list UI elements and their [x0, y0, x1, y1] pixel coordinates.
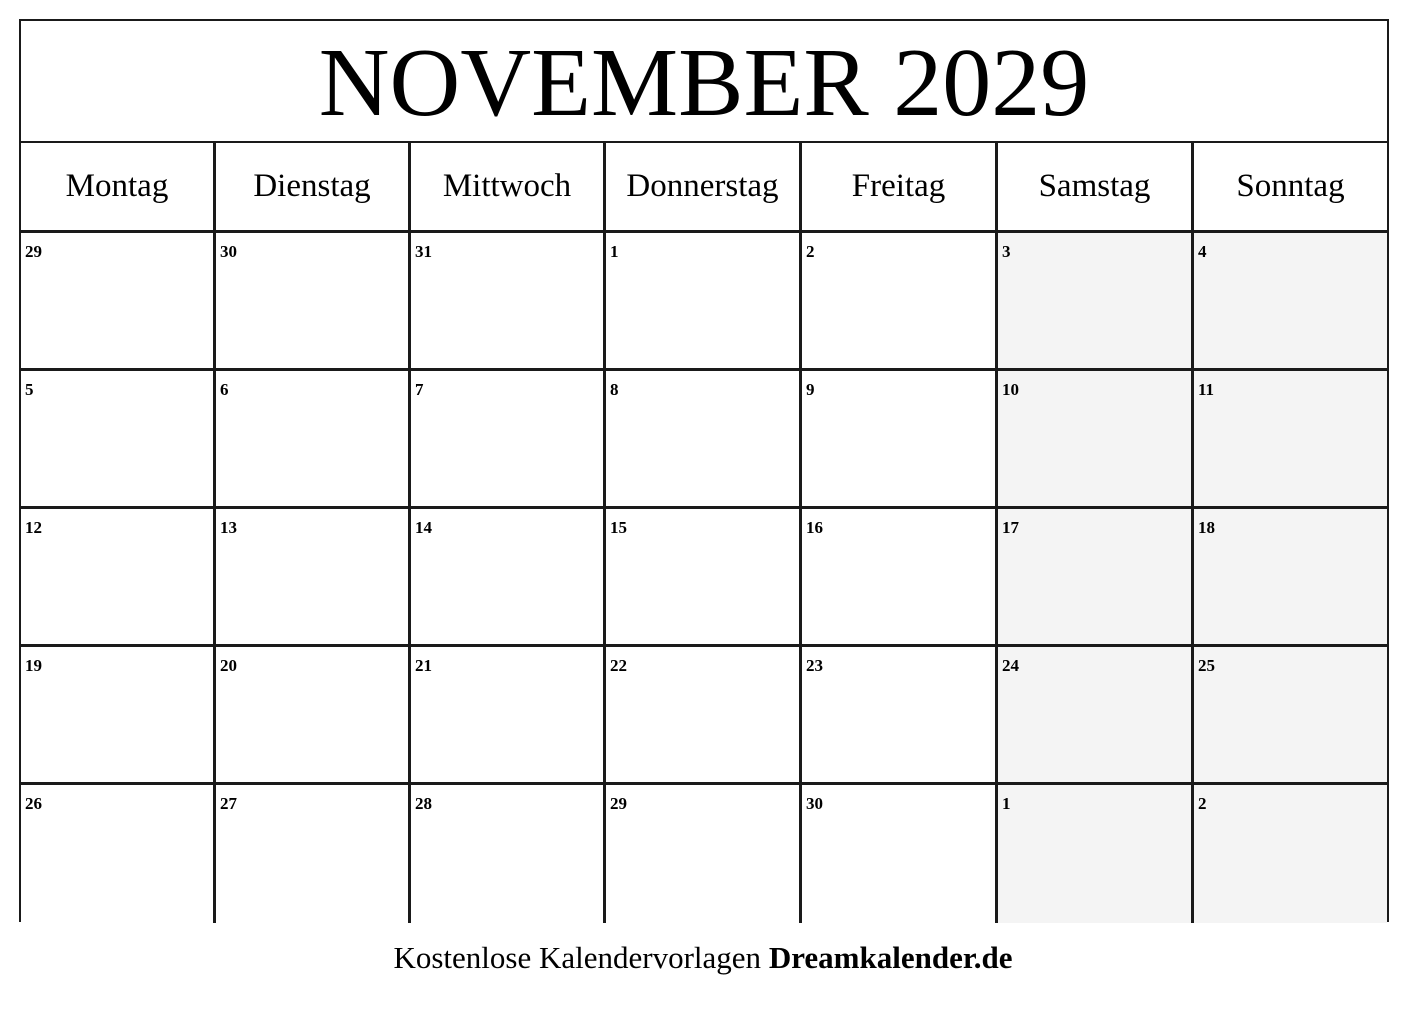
day-number: 21 [415, 656, 432, 675]
day-cell [606, 371, 802, 509]
day-number: 2 [806, 242, 815, 261]
day-cell [411, 647, 606, 785]
day-number: 4 [1198, 242, 1207, 261]
day-cell [21, 785, 216, 923]
day-cell [606, 233, 802, 371]
day-number: 29 [25, 242, 42, 261]
day-number: 25 [1198, 656, 1215, 675]
weekday-header: Sonntag [1194, 143, 1387, 233]
weekday-header: Mittwoch [411, 143, 606, 233]
day-cell [21, 647, 216, 785]
day-number: 2 [1198, 794, 1207, 813]
day-cell [21, 233, 216, 371]
weekday-header: Montag [21, 143, 216, 233]
day-number: 30 [220, 242, 237, 261]
day-number: 30 [806, 794, 823, 813]
day-number: 24 [1002, 656, 1019, 675]
day-number: 16 [806, 518, 823, 537]
day-number: 20 [220, 656, 237, 675]
day-cell [802, 233, 998, 371]
weekday-header: Dienstag [216, 143, 411, 233]
day-number: 6 [220, 380, 229, 399]
weekend-day-cell [998, 785, 1194, 923]
weekend-day-cell [1194, 785, 1387, 923]
day-cell [606, 785, 802, 923]
day-number: 1 [1002, 794, 1011, 813]
day-cell [802, 371, 998, 509]
day-number: 3 [1002, 242, 1011, 261]
day-cell [21, 371, 216, 509]
day-number: 31 [415, 242, 432, 261]
day-cell [802, 509, 998, 647]
day-number: 13 [220, 518, 237, 537]
day-number: 8 [610, 380, 619, 399]
day-number: 26 [25, 794, 42, 813]
day-number: 22 [610, 656, 627, 675]
day-cell [216, 509, 411, 647]
weekday-header: Donnerstag [606, 143, 802, 233]
day-number: 12 [25, 518, 42, 537]
day-number: 9 [806, 380, 815, 399]
day-cell [606, 509, 802, 647]
day-cell [216, 233, 411, 371]
day-number: 10 [1002, 380, 1019, 399]
day-number: 18 [1198, 518, 1215, 537]
day-cell [216, 647, 411, 785]
weekend-day-cell [998, 509, 1194, 647]
day-number: 19 [25, 656, 42, 675]
day-cell [216, 371, 411, 509]
day-number: 29 [610, 794, 627, 813]
day-number: 14 [415, 518, 432, 537]
day-cell [411, 785, 606, 923]
weekend-day-cell [998, 233, 1194, 371]
footer-brand-link[interactable]: Dreamkalender.de [768, 940, 1013, 975]
day-cell [606, 647, 802, 785]
month-title: NOVEMBER 2029 [318, 29, 1090, 137]
day-number: 1 [610, 242, 619, 261]
footer-text: Kostenlose Kalendervorlagen [393, 940, 769, 975]
day-number: 15 [610, 518, 627, 537]
weekend-day-cell [998, 371, 1194, 509]
calendar-grid [21, 143, 1387, 923]
day-number: 11 [1198, 380, 1215, 399]
day-cell [802, 647, 998, 785]
day-cell [411, 509, 606, 647]
day-number: 5 [25, 380, 34, 399]
weekend-day-cell [1194, 509, 1387, 647]
day-number: 27 [220, 794, 237, 813]
footer-credit [0, 940, 1406, 976]
weekend-day-cell [1194, 647, 1387, 785]
day-number: 17 [1002, 518, 1019, 537]
day-cell [411, 371, 606, 509]
day-cell [216, 785, 411, 923]
weekend-day-cell [998, 647, 1194, 785]
weekend-day-cell [1194, 233, 1387, 371]
weekend-day-cell [1194, 371, 1387, 509]
day-cell [411, 233, 606, 371]
weekday-header: Freitag [802, 143, 998, 233]
calendar-table [19, 19, 1389, 922]
day-number: 28 [415, 794, 432, 813]
day-number: 7 [415, 380, 424, 399]
weekday-header: Samstag [998, 143, 1194, 233]
day-number: 23 [806, 656, 823, 675]
day-cell [802, 785, 998, 923]
day-cell [21, 509, 216, 647]
calendar-header [21, 21, 1387, 143]
